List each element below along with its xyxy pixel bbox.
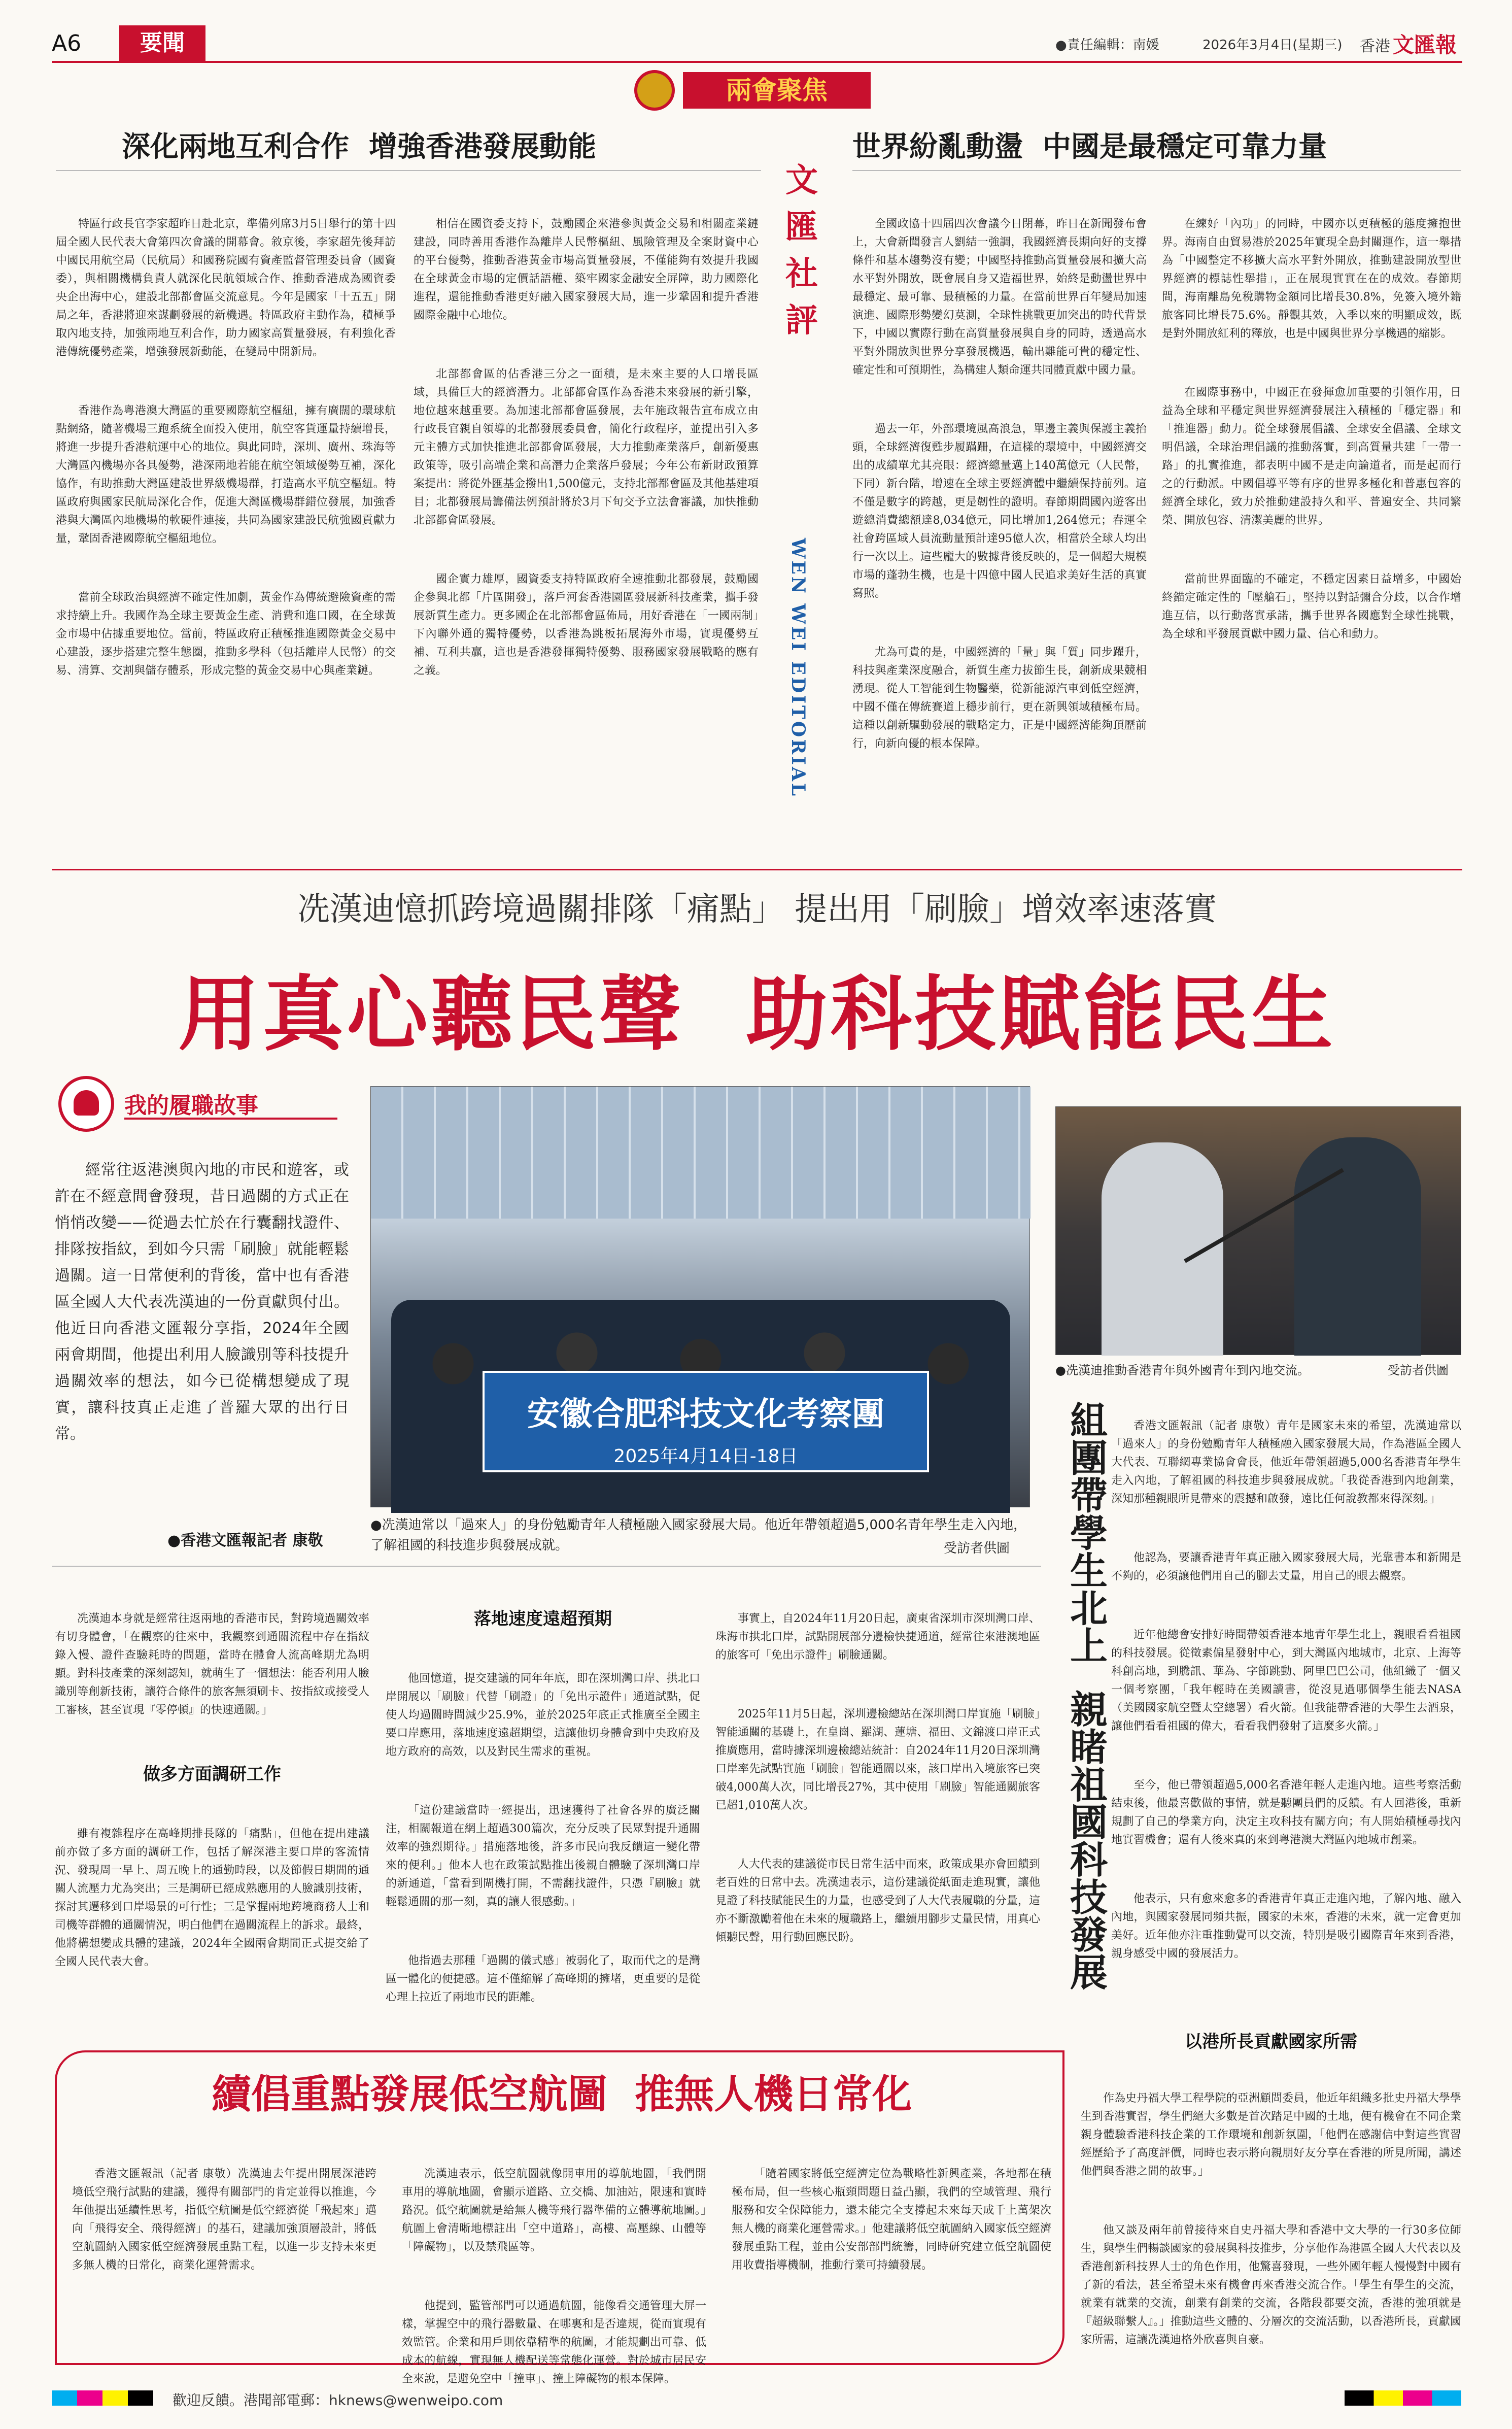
page-footer (0, 2380, 1512, 2418)
feature-byline: ●香港文匯報記者 康敬 (167, 1532, 323, 1549)
group-photo (370, 1086, 1030, 1507)
sidebar-para: 至今，他已帶領超過5,000名香港年輕人走進內地。這些考察活動結束後，他最喜歡做的事情，就是聽團員們的反饋。有人回港後，重新規劃了自己的學業方向，決定主攻科技有關方向；有人開始積極尋找內地實習機會；還有人後來真的來到粵港澳大灣區內地城市創業。 (1111, 1779, 1461, 1846)
banner-title: 兩會聚焦 (683, 72, 871, 109)
feature-para: 他指過去那種「過關的儀式感」被弱化了，取而代之的是灣區一體化的便捷感。這不僅縮解了高峰期的擁堵，更重要的是從心理上拉近了兩地市民的距離。 (386, 1954, 700, 2004)
sidebar-para: 他認為，要讓香港青年真正融入國家發展大局，光靠書本和新聞是不夠的，必須讓他們用自己的腳去丈量，用自己的眼去觀察。 (1111, 1551, 1461, 1582)
tour-banner (483, 1371, 929, 1472)
feature-col3 (715, 1573, 1040, 2045)
editorial-english: WEN WEI EDITORIAL (787, 538, 809, 798)
photo1-caption: ●冼漢迪常以「過來人」的身份勉勵青年人積極融入國家發展大局。他近年帶領超過5,000名青年學生走入內地，了解祖國的科技進步與發展成就。 (370, 1517, 1027, 1553)
low-air-para: 他提到，監管部門可以通過航圖，能像看交通管理大屏一樣，掌握空中的飛行器數量、在哪裏和是否違規，從而實現有效監管。企業和用戶則依靠精準的航圖，才能規劃出可靠、低成本的航線，實現無人機配送等常態化運營。對於城市居民安全來說，是避免空中「撞車」、撞上障礙物的根本保障。 (402, 2300, 706, 2385)
photo2-caption: ●冼漢迪推動香港青年與外國青年到內地交流。 (1055, 1363, 1310, 1377)
feature-para: 他回憶道，提交建議的同年年底，即在深圳灣口岸、拱北口岸開展以「刷臉」代替「刷證」的「免出示證件」通道試點，促使人均過關時間減少25.9%，並於2025年底正式推廣至全國主要口岸應用，落地速度遠超期望，這讓他切身體會到中央政府及地方政府的高效，以及對民生需求的重視。 (386, 1672, 700, 1758)
badge-people-icon (74, 1090, 99, 1116)
left-story-headline: 深化兩地互利合作 增強香港發展動能 (122, 130, 596, 163)
sidebar-col-bottom (1081, 2053, 1461, 2357)
page-number: A6 (52, 30, 82, 56)
feature-kicker: 冼漢迪憶抓跨境過關排隊「痛點」 提出用「刷臉」增效率速落實 (297, 891, 1217, 928)
low-air-col3 (732, 2129, 1051, 2357)
feature-col1 (55, 1573, 369, 2045)
tour-banner-title: 安徽合肥科技文化考察團 (527, 1396, 884, 1433)
feature-para: 事實上，自2024年11月20日起，廣東省深圳市深圳灣口岸、珠海市拱北口岸，試點開展部分邊檢快捷通道，經常往來港澳地區的旅客可「免出示證件」刷臉通關。 (715, 1612, 1040, 1662)
header-rule (52, 61, 1462, 63)
left-story-para: 特區行政長官李家超昨日赴北京，準備列席3月5日舉行的第十四屆全國人民代表大會第四次會議的開幕會。敘京後，李家超先後拜訪中國民用航空局（民航局）和國務院國有資產監督管理委員會（國資委），與相關機構負責人就深化民航領域合作、推動香港成為國資委央企出海中心，建設北部都會區交流意見。今年是國家「十五五」開局之年，香港將迎來謀劃發展的新機遇。特區政府主動作為，積極爭取內地支持，加強兩地互利合作，助力國家高質量發展，有利強化香港傳統優勢產業，增強發展新動能，在變局中開新局。 (56, 218, 396, 358)
editorial-headline: 世界紛亂動盪 中國是最穩定可靠力量 (852, 130, 1327, 163)
low-air-headline: 續倡重點發展低空航圖 推無人機日常化 (211, 2072, 912, 2117)
low-air-para: 「隨着國家將低空經濟定位為戰略性新興產業，各地都在積極布局，但一些核心瓶頸問題日益凸顯，我們的空域管理、飛行服務和安全保障能力，還未能完全支撐起未來每天成千上萬架次無人機的商業化運營需求。」他建議將低空航圖納入國家低空經濟發展重點工程，並由公安部部門統籌，同時研究建立低空航圖使用收費指導機制，推動行業可持續發展。 (732, 2168, 1051, 2272)
badge-text: 我的履職故事 (124, 1087, 337, 1120)
exchange-photo (1055, 1106, 1461, 1355)
sidebar-para: 他又談及兩年前曾接待來自史丹福大學和香港中文大學的一行30多位師生，與學生們暢談國家的發展與科技推步，分享他作為港區全國人大代表以及香港創新科技界人士的角色作用，他驚喜發現，一些外國年輕人慢慢對中國有了新的看法，甚至希望未來有機會再來香港交流合作。「學生有學生的交流，就業有就業的交流，創業有創業的交流，各階段都要交流，香港的強項就是『超級聯繫人』。」推動這些文體的、分層次的交流活動，以香港所長，貢獻國家所需，這讓冼漢迪格外欣喜與自豪。 (1081, 2224, 1461, 2346)
low-air-box (55, 2050, 1064, 2385)
feature-subhead: 做多方面調研工作 (143, 1764, 281, 1784)
feature-para: 2025年11月5日起，深圳邊檢總站在深圳灣口岸實施「刷臉」智能通關的基礎上，在皇崗、羅湖、蓮塘、福田、文錦渡口岸正式推廣應用，當時據深圳邊檢總站統計：自2024年11月20日深圳灣口岸率先試點實施「刷臉」智能通關以來，該口岸出入境旅客已突破4,000萬人次，同比增長27%，其中使用「刷臉」智能通關旅客已超1,010萬人次。 (715, 1708, 1040, 1812)
feature-intro: 經常往返港澳與內地的市民和遊客，或許在不經意間會發現，昔日過關的方式正在悄悄改變——從過去忙於在行囊翻找證件、排隊按指紋，到如今只需「刷臉」就能輕鬆過關。這一日常便利的背後，當中也有香港區全國人大代表冼漢迪的一份貢獻與付出。他近日向香港文匯報分享指，2024年全國兩會期間，他提出利用人臉識別等科技提升過關效率的想法，如今已從構想變成了現實，讓科技真正走進了普羅大眾的出行日常。 (55, 1161, 349, 1443)
person-right (1294, 1137, 1421, 1356)
color-bars-right (1345, 2390, 1461, 2406)
tour-banner-date: 2025年4月14日-18日 (613, 1446, 798, 1467)
feature-top-rule (52, 869, 1462, 870)
header-editor: ●責任編輯：南媛 (1055, 38, 1159, 53)
airport-ceiling (371, 1087, 1030, 1219)
feature-headline: 用真心聽民聲 助科技賦能民生 (178, 967, 1336, 1062)
header-paper: 香港 (1360, 38, 1390, 55)
sidebar-para: 近年他總會安排好時間帶領香港本地青年學生北上，親眼看看祖國的科技發展。從徵素偏星發射中心，到大灣區內地城市，北京、上海等科創高地，到騰訊、華為、字節跳動、阿里巴巴公司，他組織了一個又一個考察團，「我年輕時在美國讀書，從沒見過哪個學生能去NASA（美國國家航空暨太空總署）看火箭。但我能帶香港的大學生去酒泉，讓他們看看祖國的偉大，看看我們發射了這麼多火箭。」 (1111, 1629, 1461, 1733)
left-story-rule (56, 170, 761, 171)
left-story-para: 國企實力雄厚，國資委支持特區政府全速推動北都發展，鼓勵國企參與北都「片區開發」，落戶河套香港園區發展新科技產業，攜手發展新質生產力。更多國企在北部都會區佈局，用好香港在「一國兩制」下內聯外通的獨特優勢，以香港為跳板拓展海外市場，實現優勢互補、互利共贏，這也是香港發揮獨特優勢、服務國家發展戰略的應有之義。 (414, 573, 759, 677)
two-sessions-banner (634, 67, 878, 114)
sidebar-col-top (1111, 1380, 1461, 2020)
editorial-label-text: 文匯社評 (785, 162, 818, 340)
sidebar-headline: 組團帶學生北上 親睹祖國科技發展 (1064, 1401, 1108, 1991)
editorial-label (771, 152, 832, 873)
feature-subhead: 落地速度遠超預期 (474, 1609, 612, 1629)
left-story-para: 北部都會區的佔香港三分之一面積，是未來主要的人口增長區域，具備巨大的經濟潛力。北部都會區作為香港未來發展的新引擎，地位越來越重要。為加速北部都會區發展，去年施政報告宣布成立由行政長官親自領導的北都發展委員會，簡化行政程序，並提出引入多元主體方式加快推進北部都會區發展，大力推動產業落戶，創新優惠政策等，吸引高端企業和高潛力企業落戶發展；今年公布新財政預算案提出：將從外匯基金撥出1,500億元，支持北部都會區及其他基建項目；北都發展局籌備法例預計將於3月下旬交予立法會審議，加快推動北部都會區發展。 (414, 368, 759, 527)
editorial-para: 當前世界面臨的不確定，不穩定因素日益增多，中國始終錨定確定性的「壓艙石」，堅持以對話彌合分歧，以合作增進互信，以行動落實承諾，攜手世界各國應對全球性挑戰，為全球和平發展貢獻中國力量、信心和動力。 (1162, 573, 1461, 640)
feature-para: 人大代表的建議從市民日常生活中而來，政策成果亦會回饋到老百姓的日常中去。冼漢迪表示，這份建議從紙面走進現實，讓他見證了科技賦能民生的力量，也感受到了人大代表履職的分量，這亦不斷激勵着他在未來的履職路上，繼續用腳步丈量民情，用真心傾聽民聲，用行動回應民盼。 (715, 1858, 1040, 1944)
left-story-col2 (414, 179, 759, 856)
editorial-rule (852, 170, 1461, 171)
page-header (0, 0, 1512, 61)
low-air-para: 香港文匯報訊（記者 康敬）冼漢迪去年提出開展深港跨境低空飛行試點的建議，獲得有關部門的肯定並得以推進，今年他提出延續性思考，指低空航圖是低空經濟從「飛起來」邁向「飛得安全、飛得經濟」的基石，建議加強頂層設計，將低空航圖納入國家低空經濟發展重點工程，以進一步支持未來更多無人機的日常化，商業化運營需求。 (72, 2168, 376, 2272)
editorial-para: 過去一年，外部環境風高浪急，單邊主義與保護主義抬頭，全球經濟復甦步履蹣跚，在這樣的環境中，中國經濟交出的成績單尤其亮眼：經濟總量邁上140萬億元（人民幣，下同）新台階，增速在全球主要經濟體中繼續保持前列。這不僅是數字的跨越，更是韌性的證明。春節期間國內遊客出遊總消費總額達8,034億元，同比增加1,264億元；春運全社會跨區域人員流動量預計達95億人次，相當於全球人均出行一次以上。這些龐大的數據背後反映的，是一個超大規模市場的蓬勃生機，也是十四億中國人民追求美好生活的真實寫照。 (852, 423, 1147, 600)
feature-col2 (386, 1573, 700, 2045)
color-bars (52, 2390, 153, 2406)
low-air-para: 冼漢迪表示，低空航圖就像開車用的導航地圖，「我們開車用的導航地圖，會顯示道路、立交橋、加油站，限速和實時路況。低空航圖就是給無人機等飛行器準備的立體導航地圖。」航圖上會清晰地標註出「空中道路」，高樓、高壓線、山體等「障礙物」，以及禁飛區等。 (402, 2168, 706, 2253)
sidebar-subhead: 以港所長貢獻國家所需 (1185, 2032, 1357, 2052)
left-story-para: 香港作為粵港澳大灣區的重要國際航空樞紐，擁有廣闊的環球航點網絡，隨著機場三跑系統全面投入使用，航空客貨運量持續增長，將進一步提升香港航運中心的地位。與此同時，深圳、廣州、珠海等大灣區內機場亦各具優勢，港深兩地若能在航空領域優勢互補，深化協作，有助推動大灣區建設世界級機場群，打造高水平航空樞紐。特區政府與國家民航局深化合作，促進大灣區機場群錯位發展，加強香港與大灣區內地機場的軟硬件連接，共同為國家建設民航強國貢獻力量，鞏固香港國際航空樞紐地位。 (56, 404, 396, 545)
footer-text: 歡迎反饋。港聞部電郵：hknews@wenweipo.com (173, 2392, 503, 2409)
editorial-col1 (852, 179, 1147, 856)
sidebar-para: 作為史丹福大學工程學院的亞洲顧問委員，他近年組織多批史丹福大學學生到香港實習，學生們絕大多數是首次踏足中國的土地，便有機會在不同企業親身體驗香港科技企業的工作環境和創新氛圍，「他們在感謝信中對這些實習經歷給予了高度評價，同時也表示將向親朋好友分享在香港的所見所聞，講述他們與香港之間的故事。」 (1081, 2092, 1461, 2178)
left-story-col1 (56, 179, 396, 856)
paper-logo: 文匯報 (1393, 32, 1457, 57)
emblem-icon (634, 70, 675, 111)
feature-para: 「這份建議當時一經提出，迅速獲得了社會各界的廣泛關注，相關報道在網上超過300篇次，充分反映了民眾對提升通關效率的強烈期待。」措施落地後，許多市民向我反饋這一變化帶來的便利。」他本人也在政策試點推出後親自體驗了深圳灣口岸的新通道，「當看到閘機打開，不需翻找證件，只憑『刷臉』就輕鬆通關的那一刻，真的讓人很感動。」 (386, 1804, 700, 1908)
photo2-credit: 受訪者供圖 (1388, 1363, 1449, 1377)
editorial-para: 在國際事務中，中國正在發揮愈加重要的引領作用，日益為全球和平穩定與世界經濟發展注入積極的「穩定器」和「推進器」動力。從全球發展倡議、全球安全倡議、全球文明倡議，全球治理倡議的推動落實，到高質量共建「一帶一路」的扎實推進，都表明中國不是走向論道者，而是起而行之的行動派。中國倡導平等有序的世界多極化和普惠包容的經濟全球化，致力於推動建設持久和平、普遍安全、共同繁榮、開放包容、清潔美麗的世界。 (1162, 386, 1461, 527)
low-air-col1 (72, 2129, 376, 2357)
left-story-para: 當前全球政治與經濟不確定性加劇，黃金作為傳統避險資產的需求持續上升。我國作為全球主要黃金生產、消費和進口國，在全球黃金市場中佔據重要地位。當前，特區政府正積極推進國際黃金交易中心建設，逐步搭建完整生態圈，推動多學科（包括離岸人民幣）的交易、清算、交割與儲存體系，形成完整的黃金交易中心與產業鏈。 (56, 591, 396, 677)
story-badge (58, 1076, 342, 1132)
low-air-col2 (402, 2129, 706, 2385)
feature-para: 雖有複雜程序在高峰期排長隊的「痛點」，但他在提出建議前亦做了多方面的調研工作，包括了解深港主要口岸的客流情況、發現周一早上、周五晚上的通勤時段，以及節假日期間的通關人流壓力尤為突出；三是調研已經成熟應用的人臉識別技術，探討其遷移到口岸場景的可行性；三是掌握兩地跨境商務人士和司機等群體的通關情況，明白他們在過關流程上的訴求。最終，他將構想變成具體的建議，2024年全國兩會期間正式提交給了全國人民代表大會。 (55, 1828, 369, 1968)
sidebar-para: 香港文匯報訊（記者 康敬）青年是國家未來的希望，冼漢迪常以「過來人」的身份勉勵青年人積極融入國家發展大局，作為港區全國人大代表、互聯網專業協會會長，他近年帶領超過5,000名香港青年學生走入內地，了解祖國的科技進步與發展成就。「我從香港到內地創業，深知那種親眼所見帶來的震撼和啟發，遠比任何說教都來得深刻。」 (1111, 1420, 1461, 1505)
editorial-para: 在練好「內功」的同時，中國亦以更積極的態度擁抱世界。海南自由貿易港於2025年實現全島封關運作，這一舉措為「中國整定不移擴大高水平對外開放，推動建設開放型世界經濟的標誌性舉措」，正在展現實實在在的成效。春節期間，海南離島免稅購物金額同比增長30.8%，免簽入境外籍旅客同比增長75.6%。靜觀其效，入季以來的明顯成效，既是對外開放紅利的釋放，也是中國與世界分享機遇的縮影。 (1162, 218, 1461, 340)
photo1-credit: 受訪者供圖 (944, 1541, 1010, 1556)
feature-para: 冼漢迪本身就是經常往返兩地的香港市民，對跨境過關效率有切身體會，「在觀察的往來中，我觀察到通關流程中存在指紋錄入慢、證件查驗耗時的問題，當時在體會人流高峰期尤為明顯。對科技產業的深刻認知，就萌生了一個想法：能否利用人臉識別等創新技術，讓符合條件的旅客無須刷卡、按指紋或接受人工審核，甚至實現『零停頓』的快速通關。」 (55, 1612, 369, 1716)
sidebar-para: 他表示，只有愈來愈多的香港青年真正走進內地，了解內地、融入內地，與國家發展同頻共振，國家的未來，香港的未來，就一定會更加美好。近年他亦注重推動覺可以交流，特別是吸引國際青年來到香港，親身感受中國的發展活力。 (1111, 1893, 1461, 1960)
header-date: 2026年3月4日(星期三) (1202, 38, 1343, 53)
editorial-para: 尤為可貴的是，中國經濟的「量」與「質」同步躍升，科技與產業深度融合，新質生產力拔節生長，創新成果競相湧現。從人工智能到生物醫藥，從新能源汽車到低空經濟，中國不僅在傳統賽道上穩步前行，更在新興領域積極布局。這種以創新驅動發展的戰略定力，正是中國經濟能夠頂歷前行，向新向優的根本保障。 (852, 646, 1147, 750)
editorial-para: 全國政協十四屆四次會議今日閉幕，昨日在新聞發布會上，大會新聞發言人劉結一強調，我國經濟長期向好的支撐條件和基本趨勢沒有變；中國堅持推動高質量發展和擴大高水平對外開放，既會展自身又造福世界，始終是動盪世界中最穩定、最可靠、最積極的力量。在當前世界百年變局加速演進、國際形勢變幻莫測，全球性挑戰更加突出的時代背景下，中國以實際行動在高質量發展與自身的同時，透過高水平對外開放與世界分享發展機遇，輸出難能可貴的穩定性、確定性和可預期性，為構建人類命運共同體貢獻中國力量。 (852, 218, 1147, 377)
editorial-col2 (1162, 179, 1461, 856)
feature-body-rule (52, 1566, 1041, 1567)
section-tag: 要聞 (119, 25, 205, 61)
left-story-para: 相信在國資委支持下，鼓勵國企來港參與黃金交易和相關產業鏈建設，同時善用香港作為離岸人民幣樞紐、風險管理及全案財資中心的平台優勢，推動香港黃金市場高質量發展，不僅能夠有效提升我國在全球黃金市場的定價話語權、築牢國家金融安全屏障，助力國際化進程，還能推動香港更好融入國家發展大局，進一步鞏固和提升香港國際金融中心地位。 (414, 218, 759, 322)
